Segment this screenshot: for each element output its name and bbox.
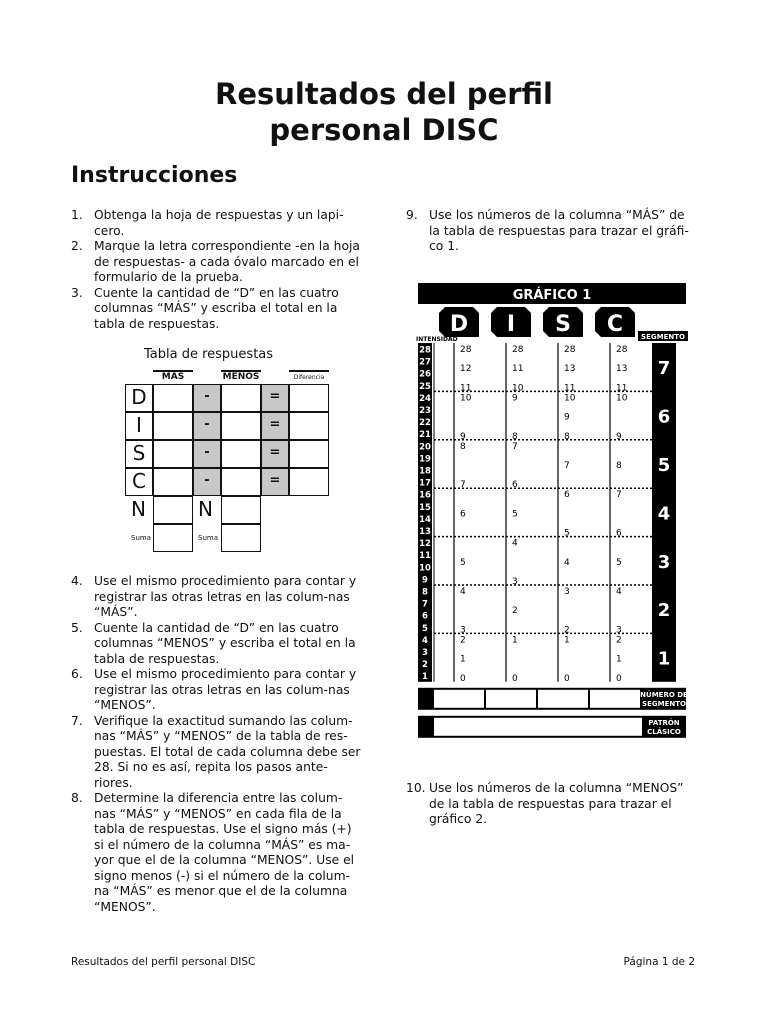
row-letter-i: I — [125, 412, 153, 440]
column-value: 2 — [616, 635, 622, 646]
column-value: 1 — [564, 635, 570, 646]
column-value: 6 — [512, 480, 518, 491]
intensity-value: 11 — [419, 551, 431, 562]
numero-segmento-box — [590, 690, 640, 708]
intensity-value: 19 — [419, 454, 431, 465]
intensity-value: 18 — [419, 466, 431, 477]
dif-cell-c — [289, 468, 329, 496]
patron-clasico-box — [434, 718, 642, 736]
column-value: 3 — [460, 625, 466, 636]
intensity-value: 2 — [422, 660, 428, 671]
steps-list-b — [71, 574, 363, 915]
equals-cell: = — [261, 412, 289, 440]
segment-number: 3 — [657, 551, 671, 573]
step-text: Verifique la exactitud sumando las colum-nas “MÁS” y “MENOS” de la tabla de res-puestas. El total de cada columna debe ser 28. Si no es así, repita los pasos ante-riores. — [94, 713, 361, 790]
disc-chart — [416, 283, 688, 755]
column-value: 2 — [564, 625, 570, 636]
steps-list-c — [406, 208, 696, 255]
menos-cell-c — [221, 468, 261, 496]
instruction-step — [406, 208, 696, 255]
column-value: 6 — [616, 528, 622, 539]
letter-badge-text: C — [606, 312, 624, 337]
column-value: 12 — [460, 364, 472, 375]
footer-right: Página 1 de 2 — [623, 956, 695, 968]
title-line-1: Resultados del perfil — [215, 77, 553, 111]
instruction-step — [406, 781, 696, 828]
column-value: 5 — [512, 509, 518, 520]
step-text: Determine la diferencia entre las colum-nas “MÁS” y “MENOS” en cada fila de la tabla de respuestas. Use el signo más (+) si el número de la columna “MÁS” es ma-yor que el de la columna “MENOS”. Use el signo menos (-) si el número de la colum-na “MÁS” es menor que el de la columna “MENOS”. — [94, 791, 355, 914]
header-line — [221, 370, 261, 372]
letter-badge-text: D — [449, 312, 469, 337]
intensity-value: 16 — [419, 490, 431, 501]
step-number: 5. — [71, 620, 83, 635]
column-value: 3 — [616, 625, 622, 636]
intensity-value: 7 — [422, 599, 428, 610]
n-label-menos: N — [198, 497, 213, 521]
mas-cell-d — [153, 384, 193, 412]
dif-cell-i — [289, 412, 329, 440]
instruction-step — [71, 286, 363, 333]
patron-clasico-label-1: PATRÓN — [648, 718, 680, 727]
column-value: 2 — [512, 606, 518, 617]
minus-cell: - — [193, 412, 221, 440]
intensity-value: 22 — [419, 418, 431, 429]
instruction-step — [71, 239, 363, 286]
column-value: 4 — [616, 587, 622, 597]
column-value: 8 — [564, 431, 570, 442]
header-line — [153, 370, 193, 372]
header-menos: MENOS — [222, 372, 260, 382]
step-text: Cuente la cantidad de “D” en las cuatro columnas “MENOS” y escriba el total en la tabla de respuestas. — [94, 620, 356, 666]
header-mas: MÁS — [161, 372, 185, 382]
column-value: 3 — [512, 577, 518, 587]
intensity-value: 8 — [422, 587, 428, 598]
step-number: 9. — [406, 208, 418, 222]
intensity-value: 10 — [419, 563, 431, 574]
row-letter-d: D — [125, 384, 153, 412]
column-value: 7 — [512, 441, 518, 452]
instruction-step — [71, 208, 363, 239]
column-value: 9 — [616, 431, 622, 442]
step-text: Use el mismo procedimiento para contar y registrar las otras letras en las colum-nas “MÁS”. — [94, 574, 357, 619]
intensity-value: 12 — [419, 539, 431, 550]
instruction-step — [71, 574, 363, 621]
suma-label-mas: Suma — [131, 534, 151, 542]
instruction-step — [71, 667, 363, 714]
segment-number: 6 — [657, 406, 671, 428]
numero-segmento-box — [486, 690, 536, 708]
intensity-value: 3 — [422, 648, 428, 658]
intensity-value: 13 — [419, 527, 431, 537]
instruction-step — [71, 714, 363, 792]
step-text: Use los números de la columna “MENOS” de la tabla de respuestas para trazar el gráfico 2. — [429, 781, 684, 826]
step-number: 8. — [71, 791, 83, 805]
column-value: 28 — [512, 345, 524, 355]
title-line-2: personal DISC — [269, 113, 499, 147]
column-value: 1 — [460, 654, 466, 665]
intensity-value: 23 — [419, 406, 431, 416]
menos-cell-i — [221, 412, 261, 440]
column-value: 0 — [616, 673, 622, 684]
intensity-value: 4 — [422, 635, 428, 646]
column-value: 0 — [564, 673, 570, 684]
minus-cell: - — [193, 384, 221, 412]
minus-cell: - — [193, 440, 221, 468]
column-value: 8 — [616, 461, 622, 471]
intensity-value: 20 — [419, 442, 431, 453]
step-number: 1. — [71, 208, 83, 222]
table-title: Tabla de respuestas — [144, 347, 274, 362]
intensity-value: 28 — [419, 345, 431, 356]
column-value: 9 — [512, 393, 518, 404]
column-value: 6 — [460, 509, 466, 520]
instruction-step — [71, 621, 363, 668]
instruction-step — [71, 791, 363, 915]
step-number: 3. — [71, 285, 83, 300]
equals-cell: = — [261, 440, 289, 468]
column-value: 28 — [460, 345, 472, 355]
chart-title: GRÁFICO 1 — [512, 288, 592, 303]
suma-cell-menos — [221, 524, 261, 552]
intensity-value: 25 — [419, 381, 431, 392]
column-value: 10 — [512, 383, 524, 394]
equals-cell: = — [261, 384, 289, 412]
step-text: Use el mismo procedimiento para contar y registrar las otras letras en las colum-nas “MENOS”. — [94, 667, 357, 712]
menos-cell-d — [221, 384, 261, 412]
column-value: 13 — [564, 364, 576, 375]
numero-segmento-label-1: NÚMERO DE — [640, 690, 688, 699]
n-cell-menos — [221, 496, 261, 524]
step-text: Marque la letra correspondiente -en la hoja de respuestas- a cada óvalo marcado en el formulario de la prueba. — [94, 239, 360, 284]
step-number: 7. — [71, 713, 83, 728]
intensity-value: 15 — [419, 502, 431, 513]
n-label-mas: N — [131, 497, 146, 521]
column-value: 4 — [512, 538, 518, 549]
step-number: 6. — [71, 667, 83, 681]
column-value: 2 — [460, 635, 466, 646]
column-value: 7 — [460, 480, 466, 491]
column-value: 1 — [512, 635, 518, 646]
column-value: 4 — [460, 587, 466, 597]
numero-segmento-box — [434, 690, 484, 708]
column-value: 5 — [460, 557, 466, 568]
column-value: 10 — [564, 393, 576, 404]
step-text: Obtenga la hoja de respuestas y un lapi-cero. — [94, 208, 344, 238]
intensity-value: 5 — [422, 623, 428, 634]
intensidad-label: INTENSIDAD — [416, 336, 458, 343]
column-value: 5 — [564, 528, 570, 539]
column-value: 0 — [460, 673, 466, 684]
steps-list-a — [71, 208, 363, 332]
step-number: 10. — [406, 781, 426, 795]
step-text: Use los números de la columna “MÁS” de la tabla de respuestas para trazar el gráfi-co 1. — [429, 208, 689, 253]
step-text: Cuente la cantidad de “D” en las cuatro columnas “MÁS” y escriba el total en la tabla de respuestas. — [94, 285, 339, 331]
dif-cell-d — [289, 384, 329, 412]
minus-cell: - — [193, 468, 221, 496]
column-value: 8 — [512, 431, 518, 442]
step-number: 2. — [71, 239, 83, 253]
n-cell-mas — [153, 496, 193, 524]
column-value: 10 — [616, 393, 628, 404]
numero-segmento-box — [538, 690, 588, 708]
column-value: 0 — [512, 673, 518, 684]
column-value: 1 — [616, 654, 622, 665]
numero-segmento-label-2: SEGMENTO — [642, 699, 686, 708]
column-value: 11 — [512, 364, 524, 375]
intensity-value: 17 — [419, 478, 431, 489]
equals-cell: = — [261, 468, 289, 496]
column-value: 28 — [564, 345, 576, 355]
segment-number: 5 — [657, 455, 671, 476]
mas-cell-c — [153, 468, 193, 496]
header-diferencia: Diferencia — [293, 374, 325, 381]
segment-number: 2 — [657, 600, 671, 622]
segment-number: 4 — [657, 503, 671, 525]
row-letter-s: S — [125, 440, 153, 468]
footer-left: Resultados del perfil personal DISC — [71, 956, 256, 968]
row-letter-c: C — [125, 468, 153, 496]
intensity-value: 24 — [419, 393, 431, 404]
letter-badge-text: S — [555, 312, 571, 337]
letter-badge-text: I — [506, 312, 516, 337]
column-value: 9 — [564, 412, 570, 423]
column-value: 8 — [460, 441, 466, 452]
column-value: 4 — [564, 557, 570, 568]
column-value: 5 — [616, 557, 622, 568]
segment-number: 7 — [657, 358, 671, 380]
column-value: 9 — [460, 431, 466, 442]
column-value: 10 — [460, 393, 472, 404]
section-heading: Instrucciones — [71, 163, 238, 188]
page-title — [0, 76, 768, 148]
intensity-value: 1 — [422, 672, 428, 683]
column-value: 13 — [616, 364, 628, 375]
column-value: 11 — [616, 383, 628, 394]
column-value: 11 — [564, 383, 576, 394]
column-value: 28 — [616, 345, 628, 355]
intensity-value: 26 — [419, 369, 431, 380]
patron-clasico-label-2: CLÁSICO — [647, 727, 681, 736]
mas-cell-i — [153, 412, 193, 440]
intensity-value: 21 — [419, 430, 431, 441]
segmento-label: SEGMENTO — [641, 333, 685, 341]
mas-cell-s — [153, 440, 193, 468]
column-value: 7 — [564, 461, 570, 471]
suma-cell-mas — [153, 524, 193, 552]
column-value: 11 — [460, 383, 472, 394]
intensity-value: 9 — [422, 575, 428, 586]
column-value: 6 — [564, 490, 570, 501]
segment-number: 1 — [657, 648, 671, 670]
dif-cell-s — [289, 440, 329, 468]
intensity-value: 14 — [419, 514, 431, 525]
menos-cell-s — [221, 440, 261, 468]
step-number: 4. — [71, 574, 83, 588]
intensity-value: 27 — [419, 357, 431, 368]
suma-label-menos: Suma — [198, 534, 218, 542]
column-value: 3 — [564, 587, 570, 597]
header-line — [289, 370, 329, 372]
intensity-value: 6 — [422, 611, 428, 622]
column-value: 7 — [616, 490, 622, 501]
steps-list-d — [406, 781, 696, 828]
